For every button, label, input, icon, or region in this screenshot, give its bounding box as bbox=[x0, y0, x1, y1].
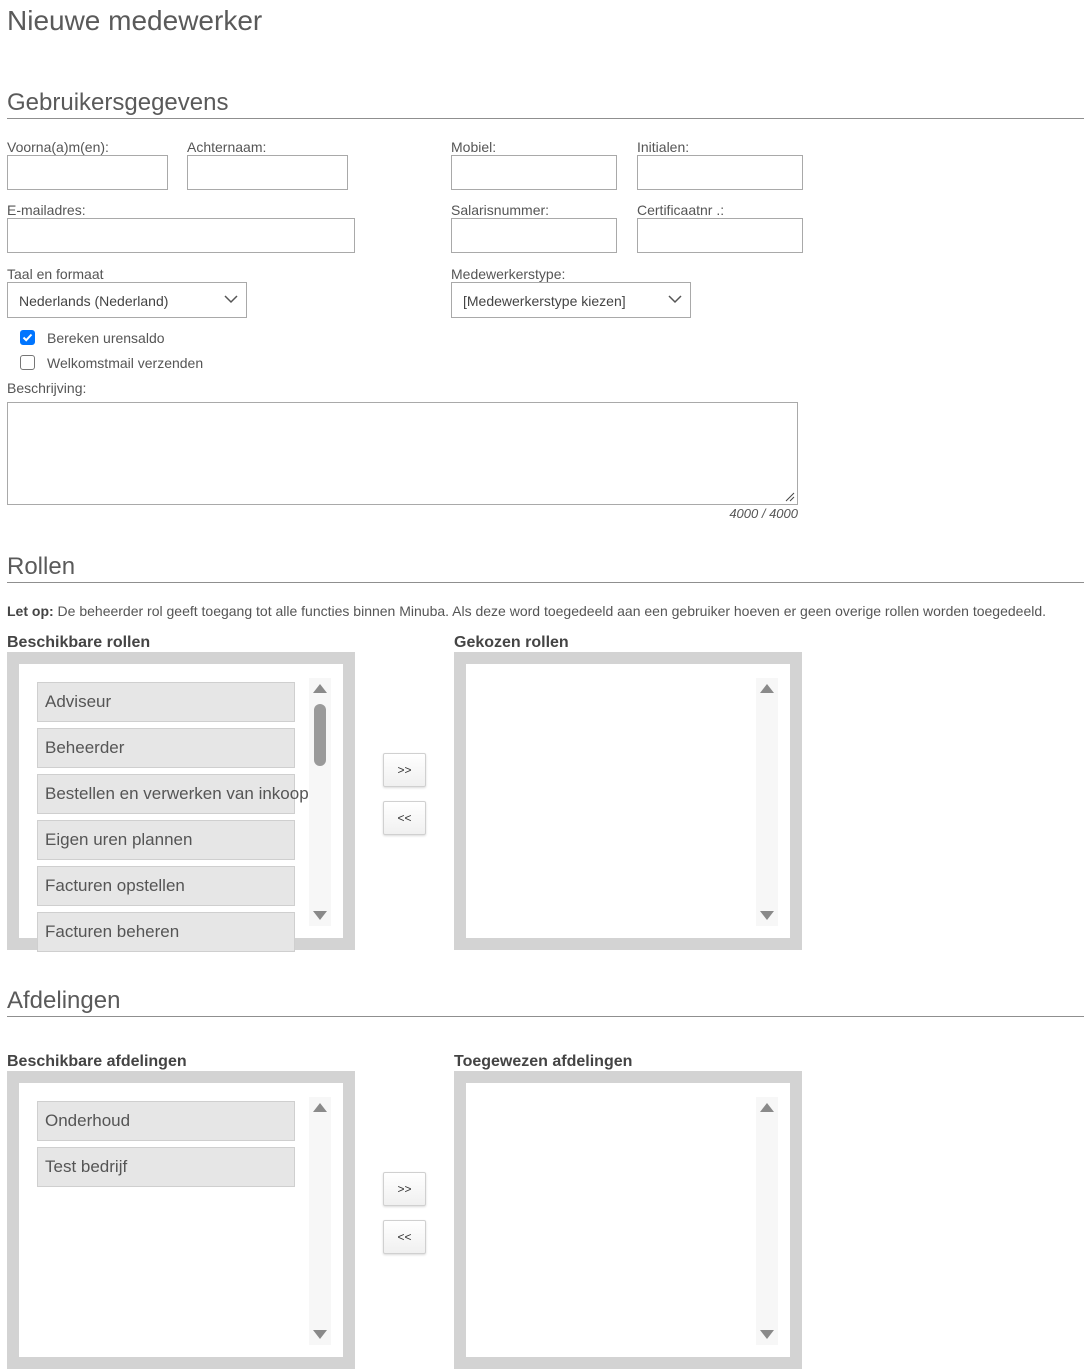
add-role-button[interactable]: >> bbox=[383, 753, 426, 787]
available-departments-list bbox=[7, 1071, 355, 1369]
roles-note bbox=[7, 603, 1046, 619]
description-textarea[interactable] bbox=[7, 402, 798, 505]
arrow-up-icon[interactable] bbox=[760, 684, 774, 693]
certificate-input[interactable] bbox=[637, 218, 803, 253]
initials-input[interactable] bbox=[637, 155, 803, 190]
employee-type-select[interactable] bbox=[451, 282, 691, 318]
arrow-down-icon[interactable] bbox=[760, 911, 774, 920]
calculate-hours-label: Bereken urensaldo bbox=[47, 330, 165, 346]
email-label: E-mailadres: bbox=[7, 202, 86, 218]
arrow-up-icon[interactable] bbox=[313, 684, 327, 693]
assigned-departments-list bbox=[454, 1071, 802, 1369]
chosen-roles-list bbox=[454, 652, 802, 950]
certificate-label: Certificaatnr .: bbox=[637, 202, 725, 218]
char-counter: 4000 / 4000 bbox=[729, 506, 798, 521]
language-select-value: Nederlands (Nederland) bbox=[19, 293, 169, 309]
initials-label: Initialen: bbox=[637, 139, 690, 155]
roles-note-bold: Let op: bbox=[7, 603, 54, 619]
scrollbar[interactable] bbox=[309, 678, 331, 926]
section-divider bbox=[7, 1016, 1084, 1017]
lastname-label: Achternaam: bbox=[187, 139, 267, 155]
employee-type-label: Medewerkerstype: bbox=[451, 266, 566, 282]
employee-type-select-value: [Medewerkerstype kiezen] bbox=[463, 293, 626, 309]
chevron-down-icon bbox=[668, 292, 682, 306]
scrollbar[interactable] bbox=[756, 678, 778, 926]
welcome-mail-checkbox[interactable] bbox=[20, 355, 35, 370]
section-title-user: Gebruikersgegevens bbox=[7, 89, 229, 116]
section-divider bbox=[7, 582, 1084, 583]
lastname-input[interactable] bbox=[187, 155, 348, 190]
firstname-input[interactable] bbox=[7, 155, 168, 190]
email-input[interactable] bbox=[7, 218, 355, 253]
calculate-hours-checkbox[interactable] bbox=[20, 330, 35, 345]
scrollbar[interactable] bbox=[756, 1097, 778, 1345]
list-item[interactable]: Test bedrijf bbox=[37, 1147, 295, 1187]
chevron-down-icon bbox=[224, 292, 238, 306]
resize-grip-icon[interactable] bbox=[785, 492, 795, 502]
section-divider bbox=[7, 118, 1084, 119]
section-title-roles: Rollen bbox=[7, 553, 76, 580]
list-item[interactable]: Facturen beheren bbox=[37, 912, 295, 952]
mobile-input[interactable] bbox=[451, 155, 617, 190]
chosen-roles-title: Gekozen rollen bbox=[454, 634, 569, 651]
arrow-up-icon[interactable] bbox=[313, 1103, 327, 1112]
scrollbar[interactable] bbox=[309, 1097, 331, 1345]
mobile-label: Mobiel: bbox=[451, 139, 497, 155]
list-item[interactable]: Eigen uren plannen bbox=[37, 820, 295, 860]
list-item[interactable]: Bestellen en verwerken van inkoop bbox=[37, 774, 295, 814]
roles-note-text: De beheerder rol geeft toegang tot alle functies binnen Minuba. Als deze word toegedeeld aan een gebruiker hoeven er geen overige rollen worden toegedeeld. bbox=[53, 603, 1047, 619]
available-roles-title: Beschikbare rollen bbox=[7, 634, 151, 651]
arrow-up-icon[interactable] bbox=[760, 1103, 774, 1112]
language-select[interactable] bbox=[7, 282, 247, 318]
language-label: Taal en formaat bbox=[7, 266, 104, 282]
list-item[interactable]: Adviseur bbox=[37, 682, 295, 722]
list-item[interactable]: Facturen opstellen bbox=[37, 866, 295, 906]
add-department-button[interactable]: >> bbox=[383, 1172, 426, 1206]
remove-role-button[interactable]: << bbox=[383, 801, 426, 835]
available-roles-list bbox=[7, 652, 355, 950]
list-item[interactable]: Onderhoud bbox=[37, 1101, 295, 1141]
welcome-mail-label: Welkomstmail verzenden bbox=[47, 355, 204, 371]
available-departments-title: Beschikbare afdelingen bbox=[7, 1053, 187, 1070]
page-title: Nieuwe medewerker bbox=[7, 5, 263, 36]
section-title-departments: Afdelingen bbox=[7, 987, 121, 1014]
remove-department-button[interactable]: << bbox=[383, 1220, 426, 1254]
salary-label: Salarisnummer: bbox=[451, 202, 550, 218]
assigned-departments-title: Toegewezen afdelingen bbox=[454, 1053, 633, 1070]
firstname-label: Voorna(a)m(en): bbox=[7, 139, 109, 155]
list-item[interactable]: Beheerder bbox=[37, 728, 295, 768]
arrow-down-icon[interactable] bbox=[760, 1330, 774, 1339]
arrow-down-icon[interactable] bbox=[313, 1330, 327, 1339]
description-label: Beschrijving: bbox=[7, 380, 87, 396]
arrow-down-icon[interactable] bbox=[313, 911, 327, 920]
salary-input[interactable] bbox=[451, 218, 617, 253]
scrollbar-thumb[interactable] bbox=[314, 704, 326, 766]
check-icon bbox=[21, 331, 34, 344]
